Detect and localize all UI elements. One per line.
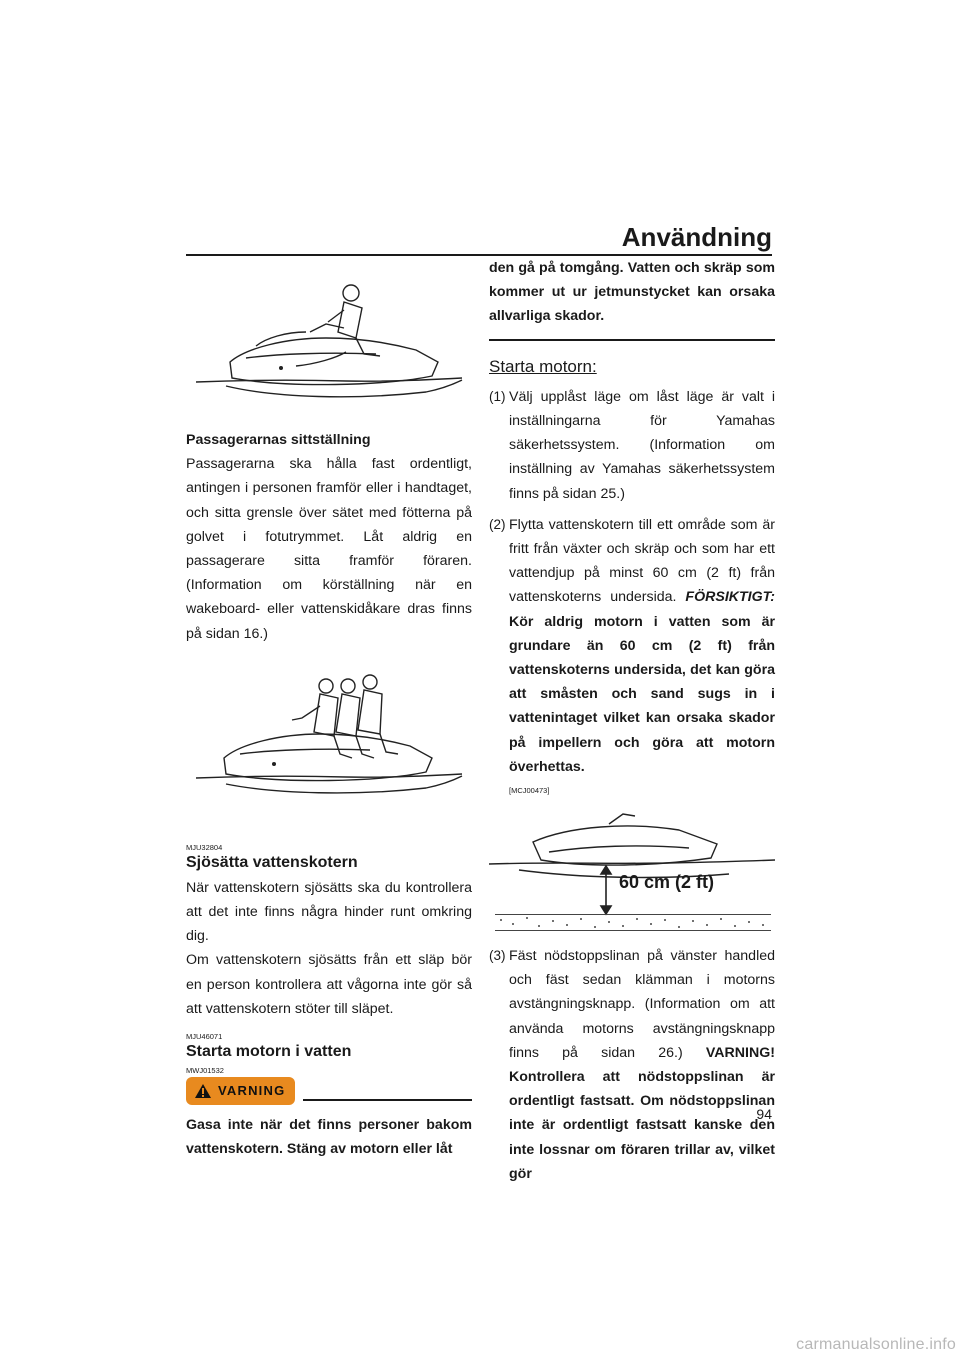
- launch-code: MJU32804: [186, 842, 223, 852]
- step-1-number: (1): [489, 388, 506, 404]
- single-rider-illustration: [186, 268, 472, 428]
- chapter-title: Användning: [621, 222, 772, 252]
- step-2-number: (2): [489, 516, 506, 532]
- caution-code: [MCJ00473]: [509, 786, 550, 796]
- start-title: Starta motorn i vatten: [186, 1043, 352, 1061]
- step-3-number: (3): [489, 948, 506, 964]
- right-column: [489, 256, 775, 1193]
- step-2-caution-label: FÖRSIKTIGT:: [685, 589, 775, 606]
- step-3-text: Fäst nödstoppslinan på vänster handled och fäst sedan klämman i motorns avstängningsknapp. (Information om att använda motorns avstängningsknapp finns på sidan 26.): [509, 948, 775, 1061]
- step-2-body: [509, 513, 775, 796]
- step-1-text: Välj upplåst läge om låst läge är valt i inställningarna för Yamahas säkerhetssystem. (Information om inställning av Yamahas säkerhetssystem finns på sidan 25.): [509, 388, 775, 502]
- step-2-caution-text: Kör aldrig motorn i vatten som är grundare än 60 cm (2 ft) från vattenskoterns undersida, det kan göra att småsten och sand sugs in i vattenintaget vilket kan orsaka skador på impellern och göra att motorn överhettas.: [509, 613, 775, 775]
- watermark: carmanualsonline.info: [796, 1336, 956, 1353]
- page-number: 94: [756, 1106, 772, 1122]
- depth-illustration: [489, 804, 775, 936]
- step-3-warning-label: VARNING!: [705, 1044, 775, 1061]
- warning-header: [186, 1077, 472, 1105]
- warning-continuation: den gå på tomgång. Vatten och skräp som kommer ut ur jetmunstycket kan orsaka allvarliga skador.: [489, 260, 775, 325]
- three-riders-illustration: [186, 662, 472, 828]
- warning-code: MWJ01532: [186, 1066, 224, 1076]
- launch-title: Sjösätta vattenskotern: [186, 853, 358, 871]
- depth-label: 60 cm (2 ft): [619, 872, 715, 893]
- passenger-heading: Passagerarnas sittställning: [186, 432, 371, 448]
- launch-paragraph-2: Om vattenskotern sjösätts från ett släp bör en person kontrollera att vågorna inte gör så att vattenskotern stöter till släpet.: [186, 952, 472, 1017]
- warning-end-rule: [489, 339, 775, 341]
- step-3-body: [509, 944, 775, 1186]
- passenger-text: Passagerarna ska hålla fast ordentligt, antingen i personen framför eller i handtaget, och sitta grensle över sätet med fötterna på golvet i fotutrymmet. Låt aldrig en passagerare sitta framför föraren. (Information om körställning när en wakeboard- eller vattenskidåkare dras finns på sidan 16.): [186, 456, 472, 642]
- launch-paragraph-1: När vattenskotern sjösätts ska du kontrollera att det inte finns några hinder runt omkring dig.: [186, 879, 472, 945]
- start-engine-subheading: Starta motorn:: [489, 356, 597, 376]
- warning-triangle-icon: [194, 1083, 212, 1099]
- step-2: [489, 513, 775, 796]
- warning-label: VARNING: [218, 1082, 286, 1098]
- step-3: [489, 944, 775, 1186]
- step-1: [489, 385, 775, 506]
- step-2-text: Flytta vattenskotern till ett område som är fritt från växter och skräp och som har ett vattendjup på minst 60 cm (2 ft) från vattenskoterns undersida.: [509, 516, 775, 606]
- step-3-warning-text: Kontrollera att nödstoppslinan är ordentligt fastsatt. Om nödstoppslinan inte är ordentligt fastsatt kanske den inte lossnar om föraren trillar av, vilket gör: [509, 1069, 775, 1182]
- left-column: [186, 268, 472, 1161]
- warning-text: Gasa inte när det finns personer bakom vattenskotern. Stäng av motorn eller låt: [186, 1117, 472, 1158]
- warning-rule: [303, 1099, 472, 1101]
- start-code: MJU46071: [186, 1032, 223, 1042]
- warning-badge: [186, 1077, 295, 1105]
